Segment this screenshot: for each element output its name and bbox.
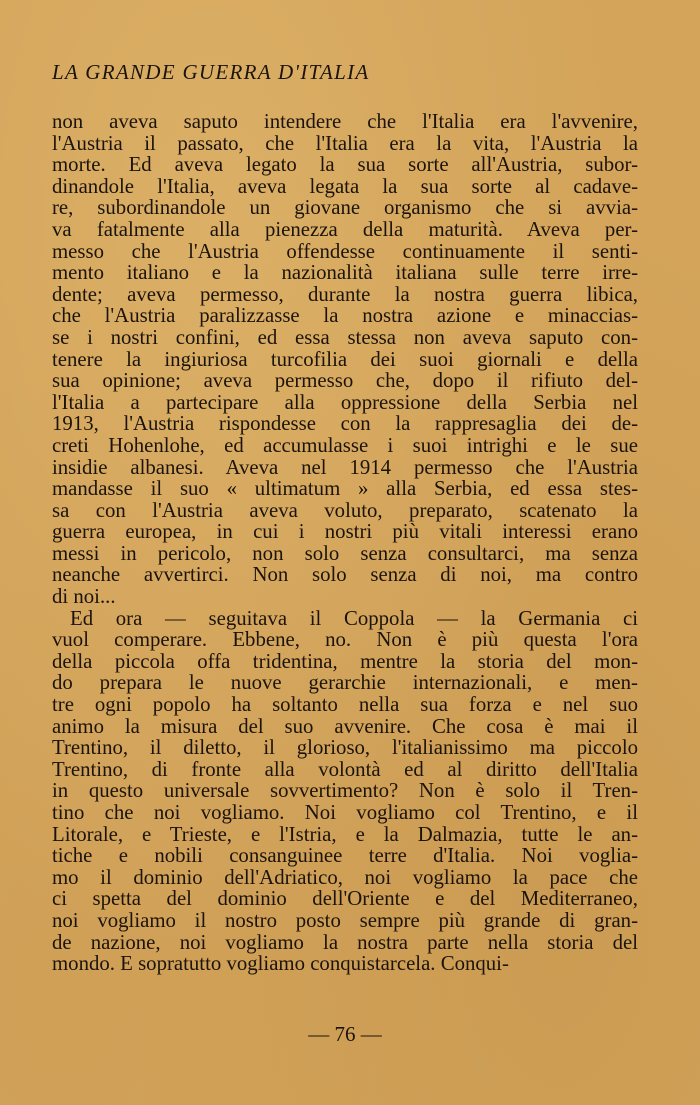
text-line: mandasse il suo « ultimatum » alla Serbia, ed essa stes- — [52, 477, 638, 501]
text-line: animo la misura del suo avvenire. Che cosa è mai il — [52, 714, 638, 738]
text-line: guerra europea, in cui i nostri più vitali interessi erano — [52, 520, 638, 544]
text-line: dente; aveva permesso, durante la nostra guerra libica, — [52, 282, 638, 306]
text-line: mento italiano e la nazionalità italiana sulle terre irre- — [52, 261, 638, 285]
text-line: de nazione, noi vogliamo la nostra parte nella storia del — [52, 930, 638, 954]
text-line: Litorale, e Trieste, e l'Istria, e la Dalmazia, tutte le an- — [52, 822, 638, 846]
text-line: 1913, l'Austria rispondesse con la rappresaglia dei de- — [52, 412, 638, 436]
text-line: sa con l'Austria aveva voluto, preparato, scatenato la — [52, 498, 638, 522]
text-line: mondo. E sopratutto vogliamo conquistarcela. Conqui- — [52, 952, 509, 976]
text-line: in questo universale sovvertimento? Non è solo il Tren- — [52, 779, 638, 803]
text-line: tiche e nobili consanguinee terre d'Italia. Noi voglia- — [52, 844, 638, 868]
text-line: messi in pericolo, non solo senza consultarci, ma senza — [52, 541, 638, 565]
running-head: LA GRANDE GUERRA D'ITALIA — [52, 60, 370, 84]
text-line: mo il dominio dell'Adriatico, noi vogliamo la pace che — [52, 865, 638, 889]
text-line: tre ogni popolo ha soltanto nella sua forza e nel suo — [52, 693, 638, 717]
text-line: creti Hohenlohe, ed accumulasse i suoi intrighi e le sue — [52, 433, 638, 457]
page-number: — 76 — — [308, 1022, 382, 1046]
text-line: della piccola offa tridentina, mentre la storia del mon- — [52, 649, 638, 673]
text-line: sua opinione; aveva permesso che, dopo il rifiuto del- — [52, 369, 638, 393]
text-line: neanche avvertirci. Non solo senza di noi, ma contro — [52, 563, 638, 587]
book-page — [52, 0, 638, 1105]
text-line: di noi... — [52, 585, 116, 609]
text-line: morte. Ed aveva legato la sua sorte all'Austria, subor- — [52, 153, 638, 177]
text-line: l'Italia a partecipare alla oppressione della Serbia nel — [52, 390, 638, 414]
text-line: ci spetta del dominio dell'Oriente e del Mediterraneo, — [52, 887, 638, 911]
text-line: se i nostri confini, ed essa stessa non aveva saputo con- — [52, 325, 638, 349]
text-line: tenere la ingiuriosa turcofilia dei suoi giornali e della — [52, 347, 638, 371]
text-line: do prepara le nuove gerarchie internazionali, e men- — [52, 671, 638, 695]
paragraph — [52, 608, 638, 975]
text-line: vuol comperare. Ebbene, no. Non è più questa l'ora — [52, 628, 638, 652]
text-line: messo che l'Austria offendesse continuamente il senti- — [52, 239, 638, 263]
text-line: tino che noi vogliamo. Noi vogliamo col Trentino, e il — [52, 801, 638, 824]
text-line: Trentino, di fronte alla volontà ed al diritto dell'Italia — [52, 757, 638, 781]
text-line: non aveva saputo intendere che l'Italia era l'avvenire, — [52, 110, 638, 133]
text-line: l'Austria il passato, che l'Italia era la vita, l'Austria la — [52, 131, 638, 155]
text-line: Trentino, il diletto, il glorioso, l'italianissimo ma piccolo — [52, 736, 638, 760]
paragraph — [52, 111, 638, 608]
text-line: re, subordinandole un giovane organismo che si avvia- — [52, 196, 638, 220]
text-line: Ed ora — seguitava il Coppola — la Germania ci — [70, 606, 638, 630]
text-line: va fatalmente alla pienezza della maturità. Aveva per- — [52, 217, 638, 241]
text-line: noi vogliamo il nostro posto sempre più grande di gran- — [52, 908, 638, 932]
body-text — [52, 111, 638, 975]
text-line: insidie albanesi. Aveva nel 1914 permesso che l'Austria — [52, 455, 638, 479]
text-line: che l'Austria paralizzasse la nostra azione e minaccias- — [52, 304, 638, 328]
text-line: dinandole l'Italia, aveva legata la sua sorte al cadave- — [52, 174, 638, 198]
